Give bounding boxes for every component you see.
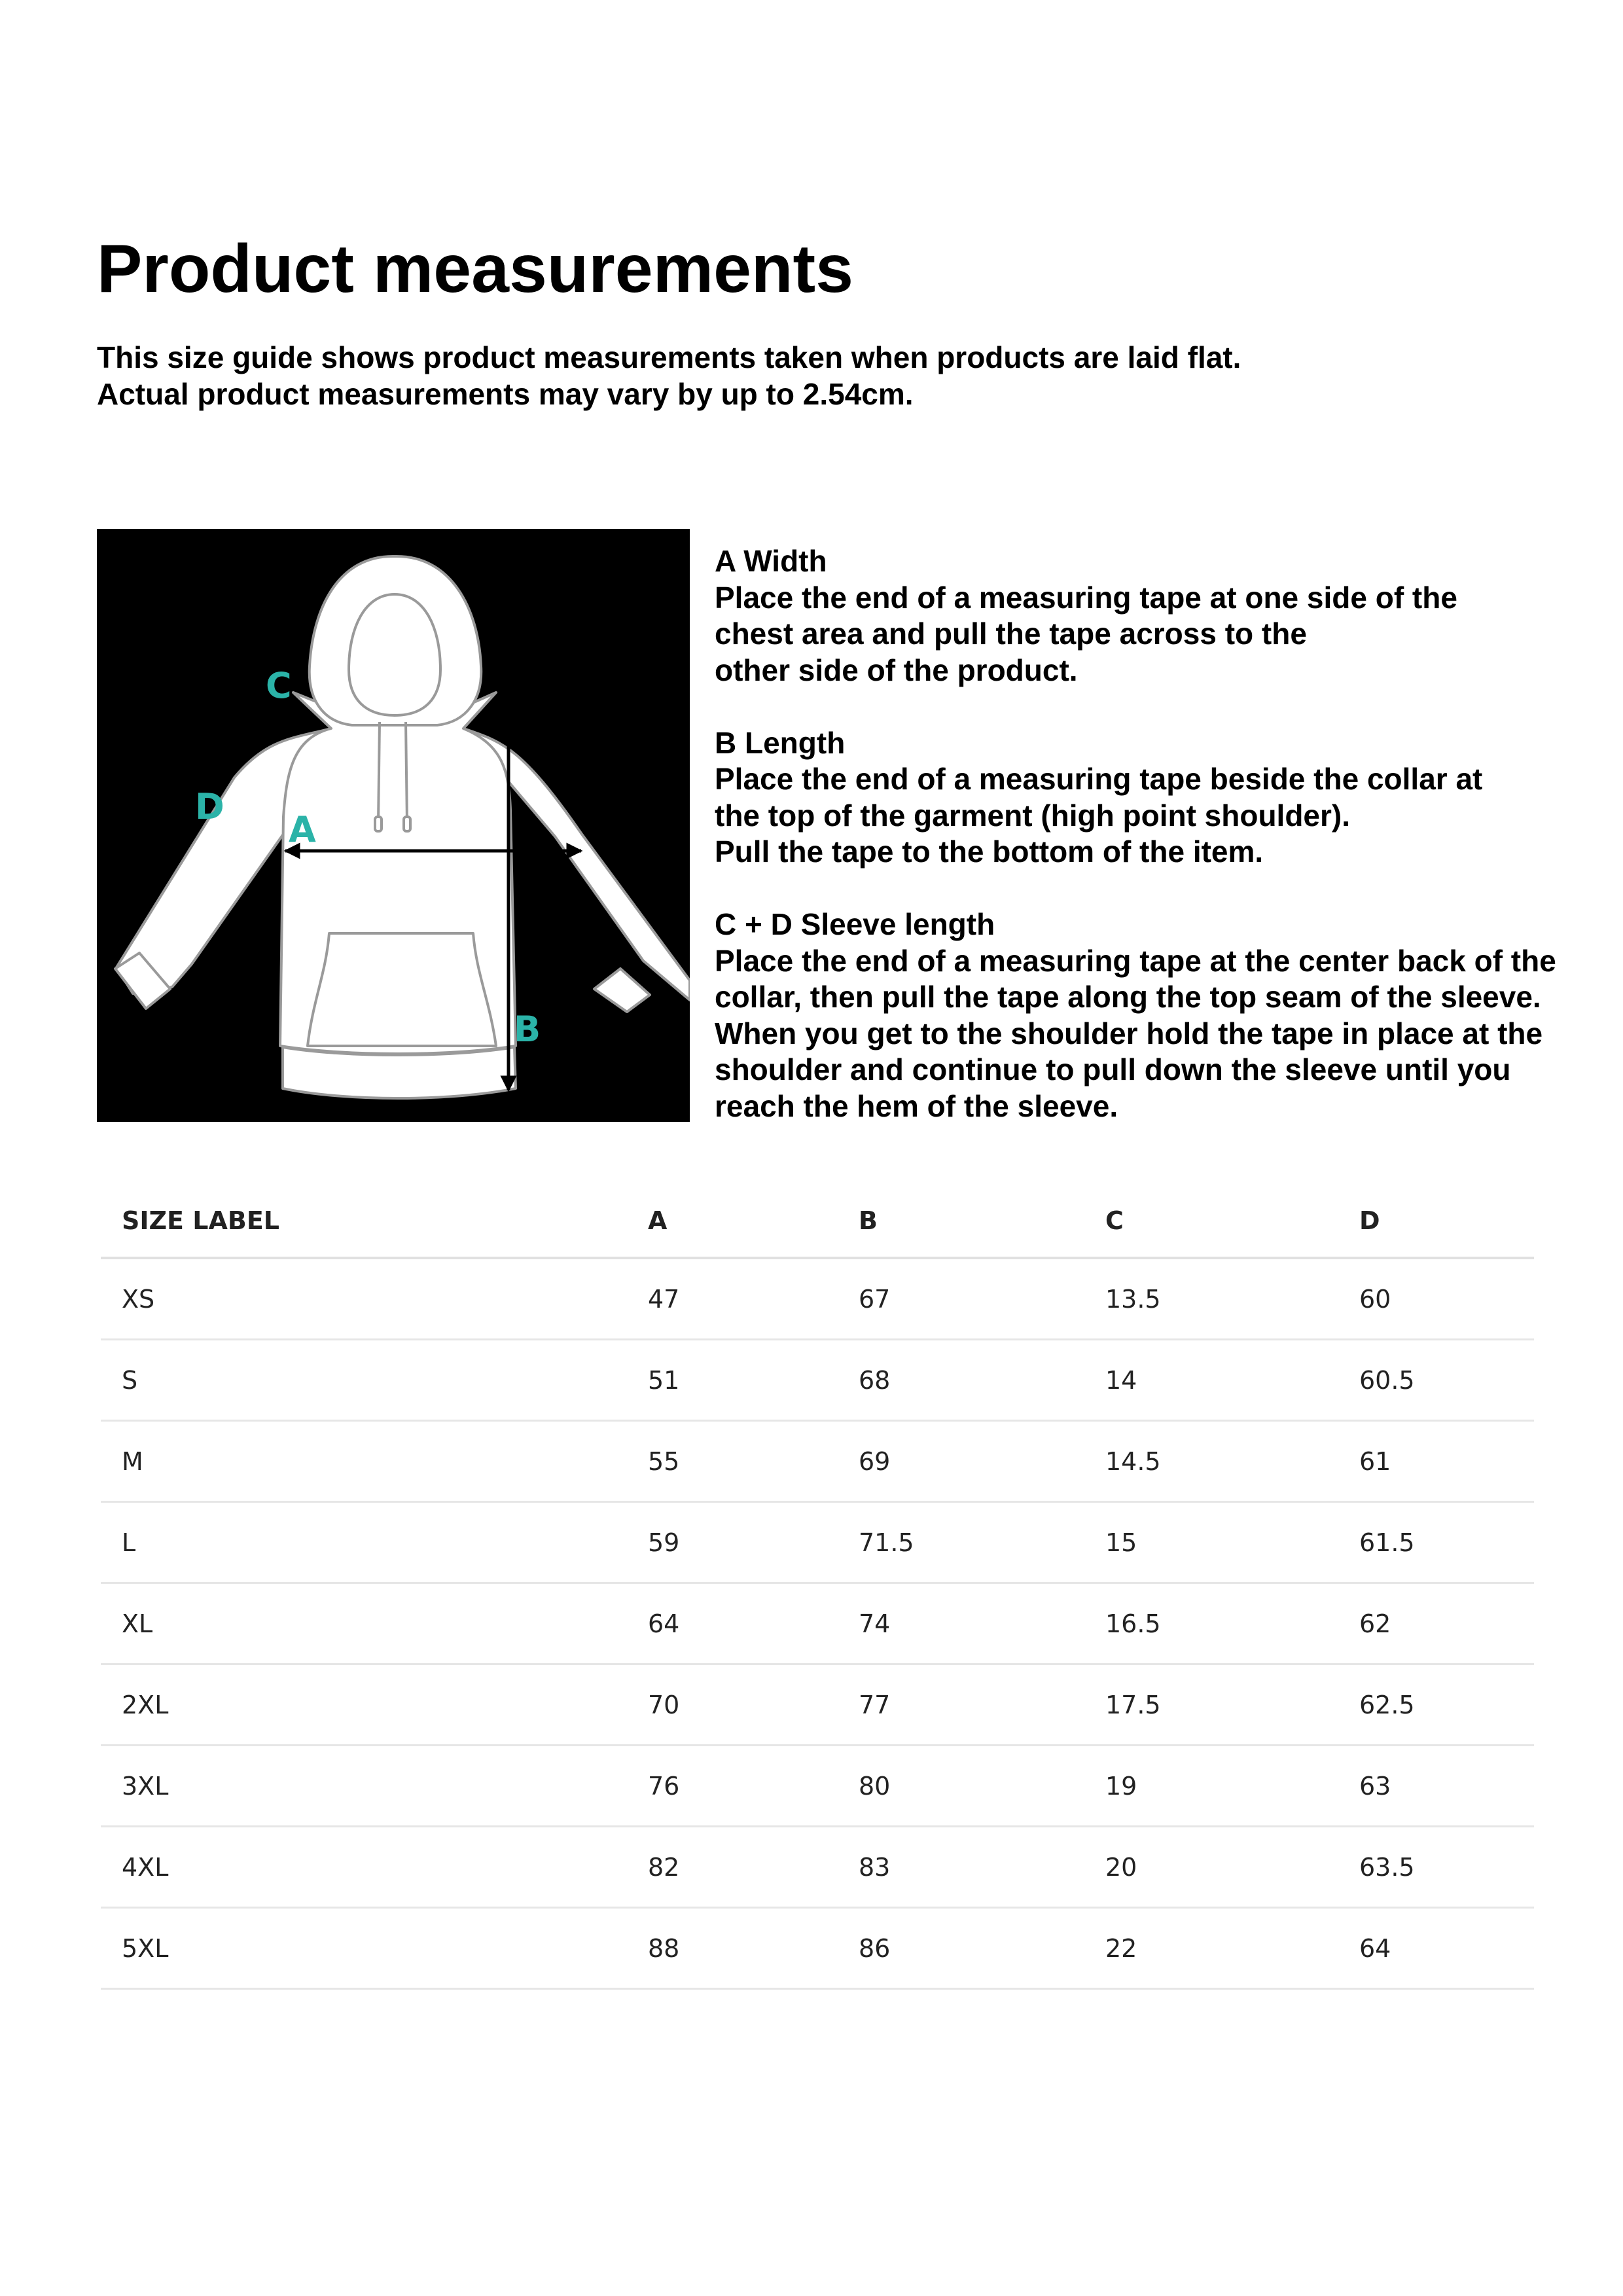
instruction-heading: A Width [715, 544, 827, 578]
hood-opening [349, 594, 440, 715]
measurement-cell: 20 [1084, 1827, 1338, 1908]
right-cuff [594, 969, 650, 1012]
instruction-line: other side of the product. [715, 653, 1078, 687]
size-label-cell: L [101, 1502, 627, 1583]
measurement-cell: 63 [1338, 1746, 1534, 1827]
measurement-cell: 71.5 [838, 1502, 1084, 1583]
table-row [101, 1421, 1534, 1502]
table-row [101, 1908, 1534, 1989]
instruction-sleeve [715, 906, 1605, 1124]
size-label-cell: XL [101, 1583, 627, 1664]
intro-line: Actual product measurements may vary by up to 2.54cm. [97, 377, 914, 411]
measurement-cell: 17.5 [1084, 1664, 1338, 1746]
page-title: Product measurements [97, 231, 853, 307]
size-table [101, 1185, 1534, 1990]
measurement-cell: 60 [1338, 1258, 1534, 1340]
table-row [101, 1583, 1534, 1664]
measurement-cell: 67 [838, 1258, 1084, 1340]
measurement-cell: 88 [627, 1908, 838, 1989]
measurement-cell: 62.5 [1338, 1664, 1534, 1746]
instruction-line: chest area and pull the tape across to the [715, 617, 1307, 651]
measurement-cell: 19 [1084, 1746, 1338, 1827]
header-c: C [1084, 1185, 1338, 1258]
table-row [101, 1664, 1534, 1746]
measurement-cell: 59 [627, 1502, 838, 1583]
measurement-cell: 60.5 [1338, 1340, 1534, 1421]
measurement-cell: 51 [627, 1340, 838, 1421]
hoodie-illustration [97, 529, 690, 1122]
measurement-cell: 13.5 [1084, 1258, 1338, 1340]
measurement-cell: 16.5 [1084, 1583, 1338, 1664]
instruction-line: shoulder and continue to pull down the sleeve until you [715, 1052, 1511, 1086]
measurement-cell: 22 [1084, 1908, 1338, 1989]
instruction-heading: B Length [715, 725, 846, 760]
measurement-cell: 76 [627, 1746, 838, 1827]
instruction-line: collar, then pull the tape along the top seam of the sleeve. [715, 980, 1541, 1014]
label-d: D [195, 786, 224, 827]
measurement-instructions [715, 543, 1605, 1161]
header-b: B [838, 1185, 1084, 1258]
header-size-label: SIZE LABEL [101, 1185, 627, 1258]
measurement-cell: 64 [627, 1583, 838, 1664]
instruction-width [715, 543, 1605, 689]
measurement-cell: 77 [838, 1664, 1084, 1746]
size-label-cell: XS [101, 1258, 627, 1340]
label-a: A [289, 809, 316, 850]
header-a: A [627, 1185, 838, 1258]
measurement-cell: 55 [627, 1421, 838, 1502]
measurement-cell: 47 [627, 1258, 838, 1340]
measurement-cell: 68 [838, 1340, 1084, 1421]
label-c: C [266, 665, 292, 706]
measurement-cell: 82 [627, 1827, 838, 1908]
size-label-cell: 2XL [101, 1664, 627, 1746]
table-row [101, 1258, 1534, 1340]
table-row [101, 1827, 1534, 1908]
measurement-cell: 69 [838, 1421, 1084, 1502]
measurement-cell: 86 [838, 1908, 1084, 1989]
waistband [283, 1047, 516, 1098]
table-header-row [101, 1185, 1534, 1258]
instruction-length [715, 725, 1605, 870]
measurement-cell: 64 [1338, 1908, 1534, 1989]
instruction-line: the top of the garment (high point shoulder). [715, 798, 1351, 833]
size-label-cell: S [101, 1340, 627, 1421]
instruction-line: Pull the tape to the bottom of the item. [715, 834, 1264, 869]
measurement-cell: 62 [1338, 1583, 1534, 1664]
measurement-cell: 70 [627, 1664, 838, 1746]
table-row [101, 1340, 1534, 1421]
size-label-cell: M [101, 1421, 627, 1502]
size-label-cell: 4XL [101, 1827, 627, 1908]
table-row [101, 1502, 1534, 1583]
label-b: B [514, 1009, 541, 1050]
instruction-heading: C + D Sleeve length [715, 907, 995, 941]
header-d: D [1338, 1185, 1534, 1258]
hoodie-measurement-diagram [97, 529, 690, 1122]
intro-line: This size guide shows product measurements taken when products are laid flat. [97, 340, 1241, 374]
instruction-line: When you get to the shoulder hold the tape in place at the [715, 1016, 1543, 1050]
instruction-line: Place the end of a measuring tape at one side of the [715, 580, 1457, 615]
instruction-line: Place the end of a measuring tape beside the collar at [715, 762, 1483, 796]
measurement-cell: 80 [838, 1746, 1084, 1827]
measurement-cell: 74 [838, 1583, 1084, 1664]
intro-text [97, 339, 1241, 412]
kangaroo-pocket [308, 933, 496, 1046]
size-label-cell: 5XL [101, 1908, 627, 1989]
measurement-cell: 15 [1084, 1502, 1338, 1583]
measurement-cell: 63.5 [1338, 1827, 1534, 1908]
measurement-cell: 61 [1338, 1421, 1534, 1502]
instruction-line: Place the end of a measuring tape at the center back of the [715, 943, 1556, 978]
measurement-cell: 14.5 [1084, 1421, 1338, 1502]
measurement-cell: 83 [838, 1827, 1084, 1908]
size-label-cell: 3XL [101, 1746, 627, 1827]
instruction-line: reach the hem of the sleeve. [715, 1088, 1118, 1123]
measurement-cell: 61.5 [1338, 1502, 1534, 1583]
table-row [101, 1746, 1534, 1827]
measurement-cell: 14 [1084, 1340, 1338, 1421]
